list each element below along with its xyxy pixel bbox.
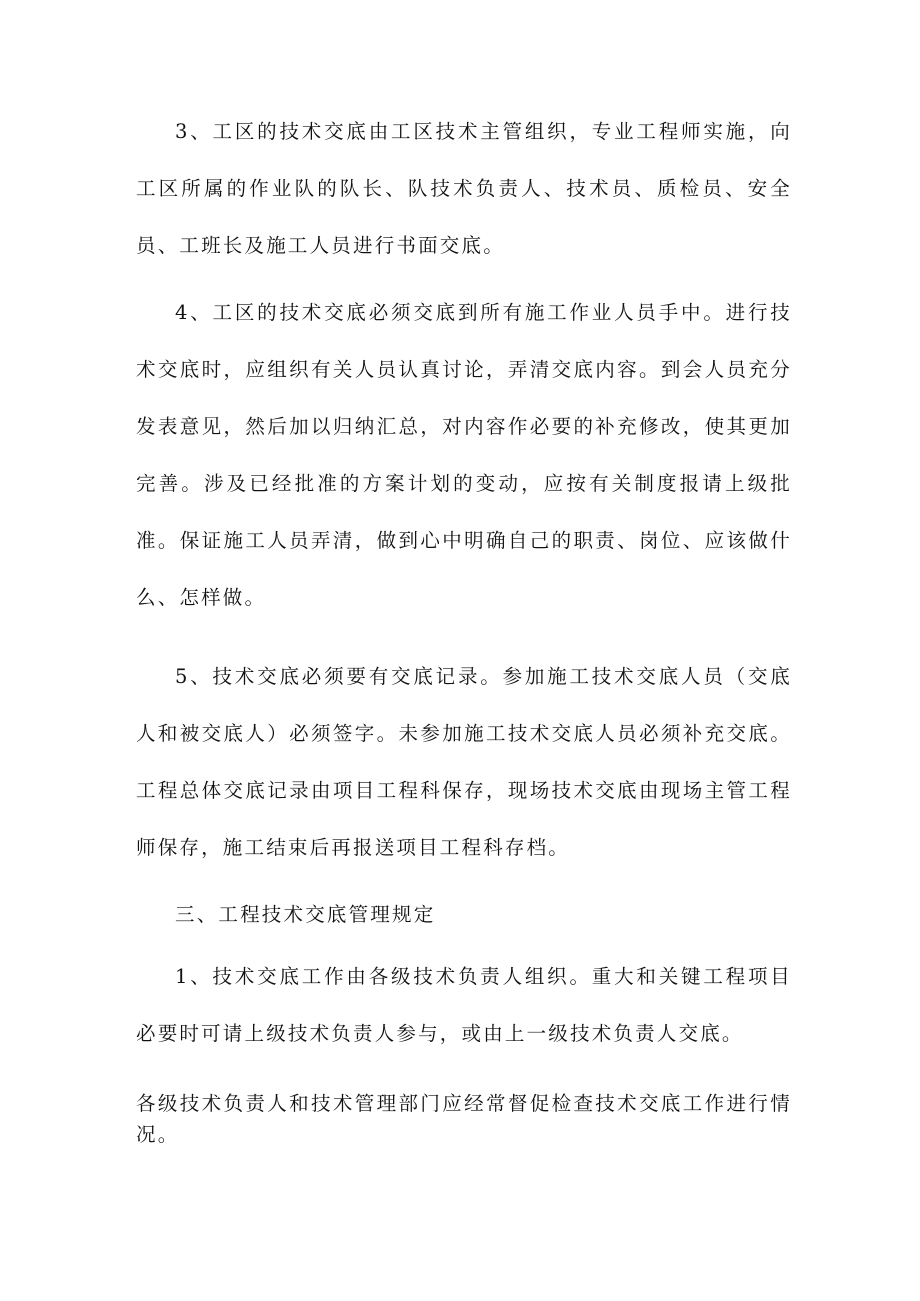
section-heading: 三、工程技术交底管理规定 <box>175 903 436 926</box>
paragraph-item-3: 3、工区的技术交底由工区技术主管组织，专业工程师实施，向工区所属的作业队的队长、队技术负责人、技术员、质检员、安全员、工班长及施工人员进行书面交底。 <box>136 120 792 257</box>
section-paragraph-item-1: 1、技术交底工作由各级技术负责人组织。重大和关键工程项目必要时可请上级技术负责人参与，或由上一级技术负责人交底。 <box>136 965 792 1045</box>
paragraph-item-5: 5、技术交底必须要有交底记录。参加施工技术交底人员（交底人和被交底人）必须签字。未参加施工技术交底人员必须补充交底。工程总体交底记录由项目工程科保存，现场技术交底由现场主管工程师保存，施工结束后再报送项目工程科存档。 <box>136 665 792 859</box>
paragraph-item-4: 4、工区的技术交底必须交底到所有施工作业人员手中。进行技术交底时，应组织有关人员认真讨论，弄清交底内容。到会人员充分发表意见，然后加以归纳汇总，对内容作必要的补充修改，使其更加完善。涉及已经批准的方案计划的变动，应按有关制度报请上级批准。保证施工人员弄清，做到心中明确自己的职责、岗位、应该做什么、怎样做。 <box>136 301 792 609</box>
section-paragraph-note: 各级技术负责人和技术管理部门应经常督促检查技术交底工作进行情况。 <box>136 1092 792 1146</box>
